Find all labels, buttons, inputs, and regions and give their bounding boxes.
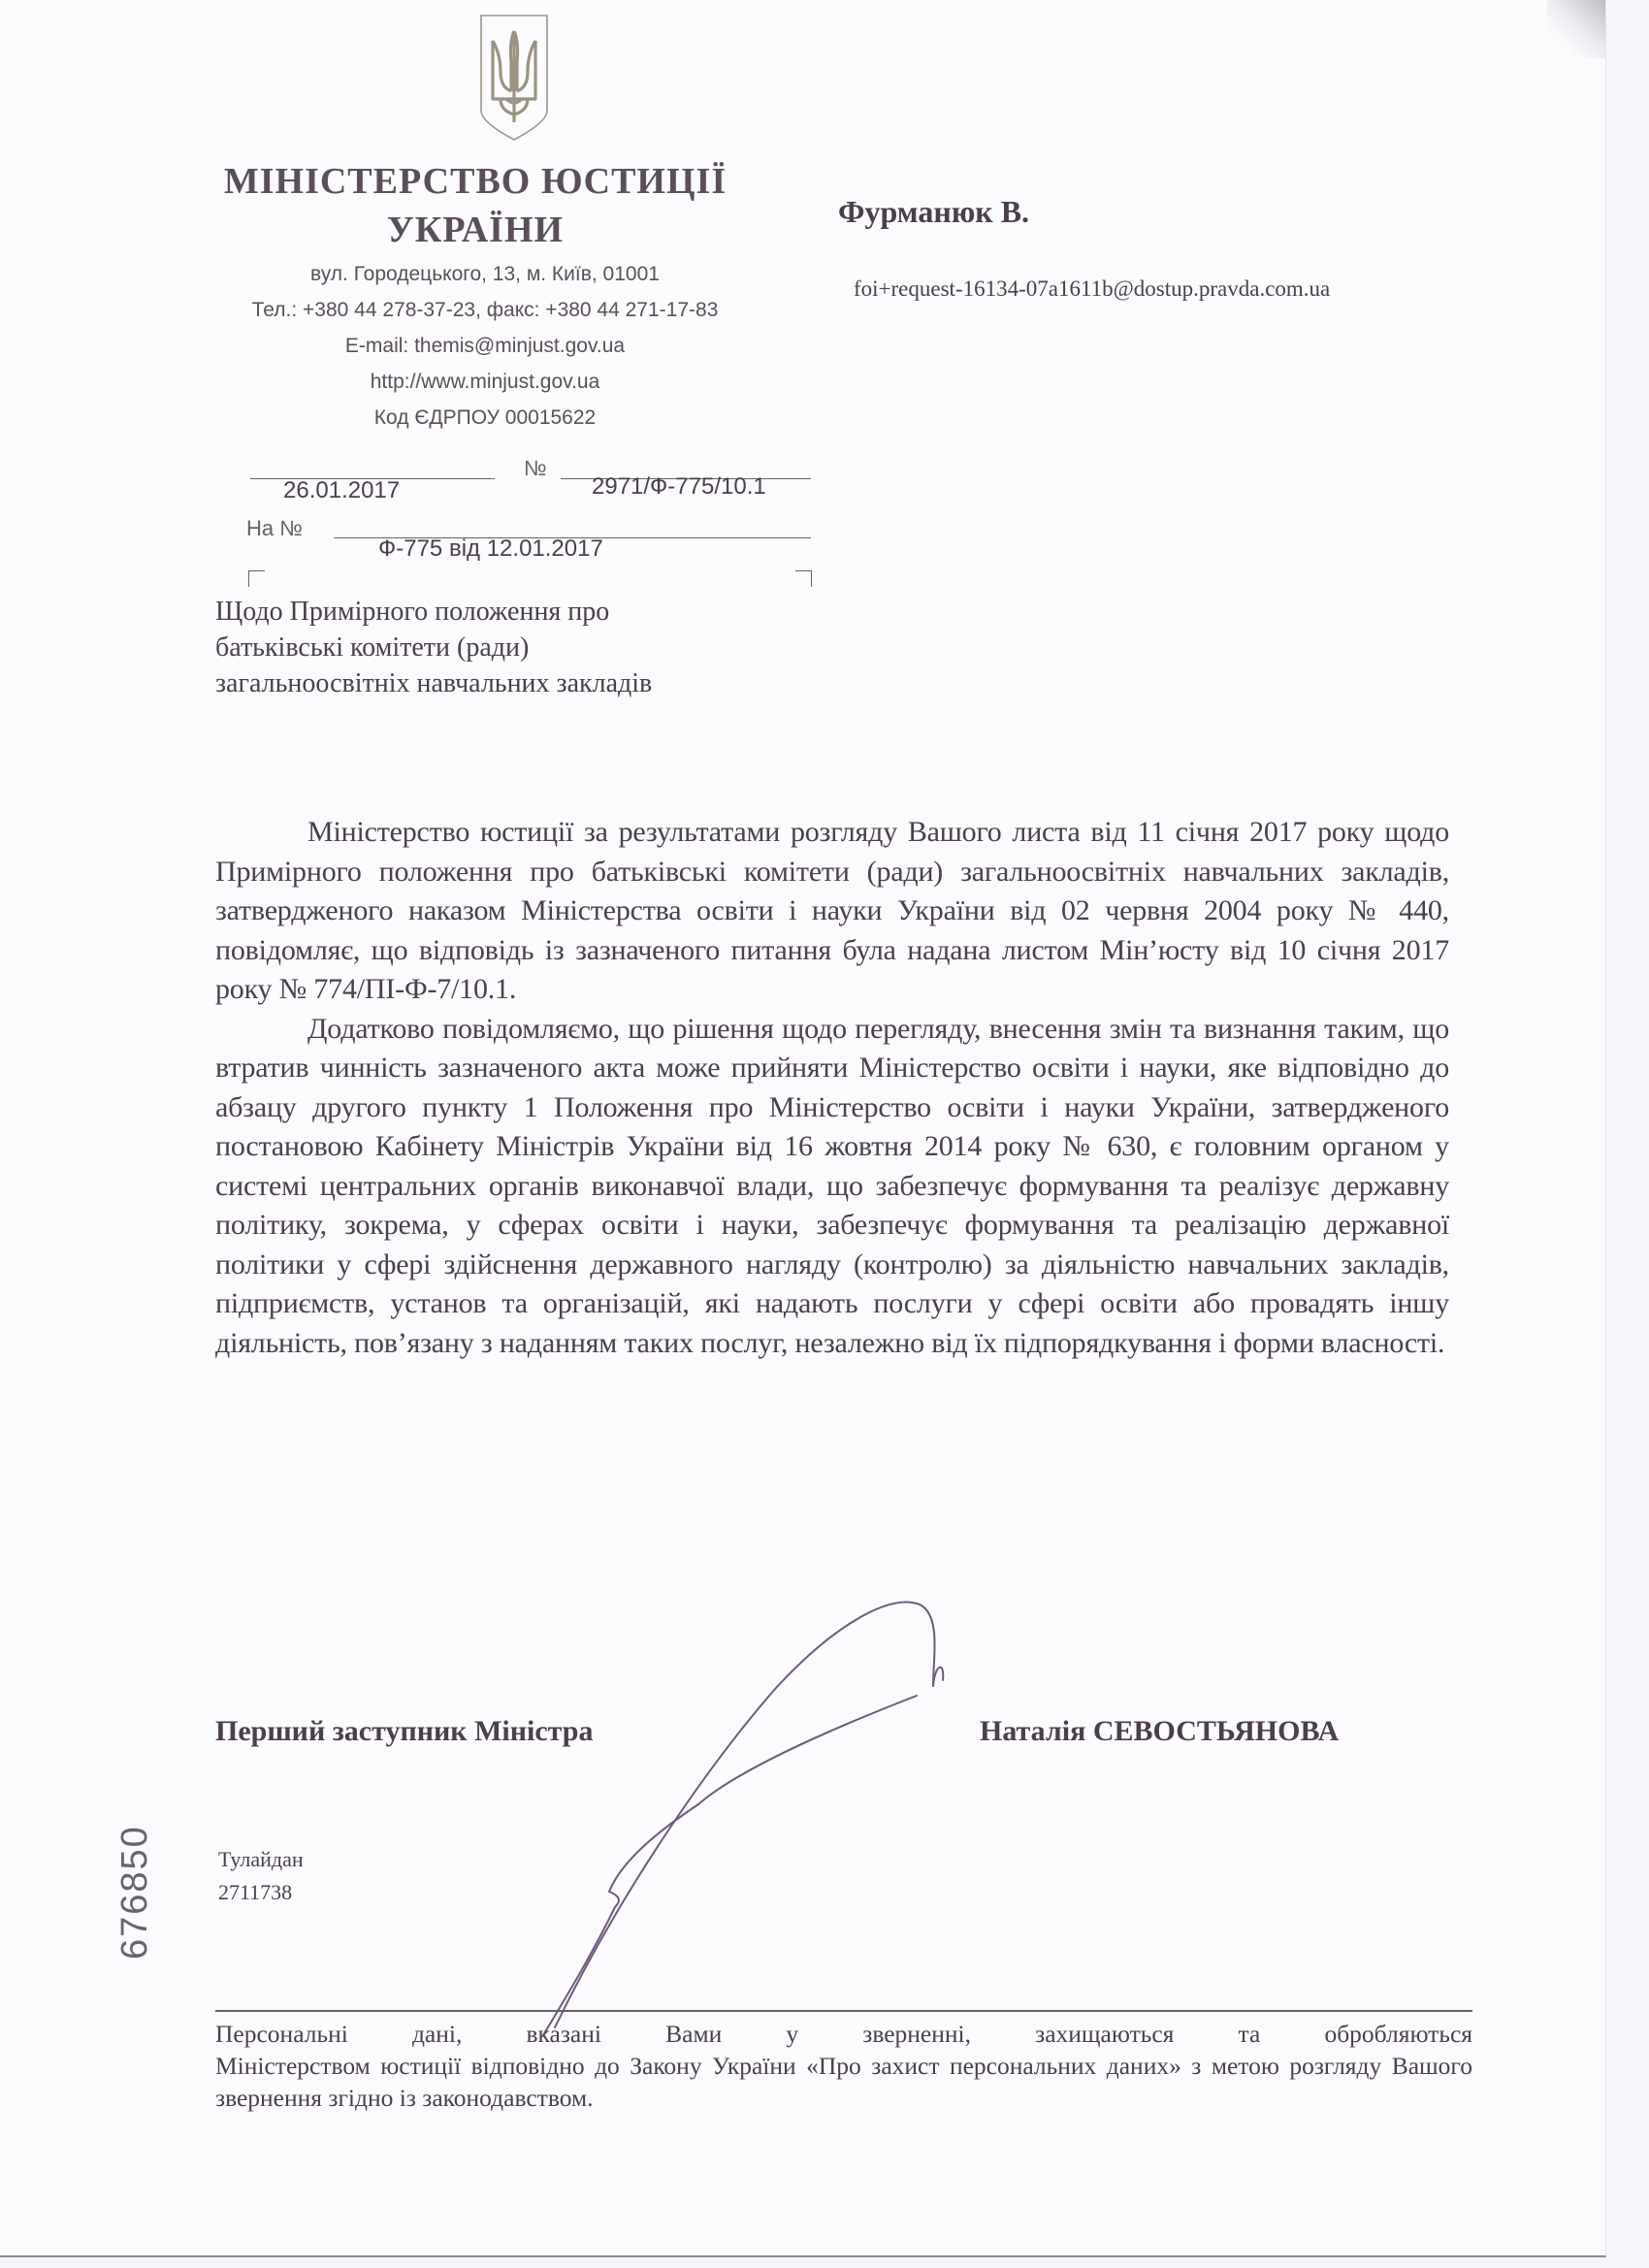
ministry-name-line2: УКРАЇНИ [386,210,565,250]
personal-data-notice-line1: Персональні дані, вказані Вами у зверненні, захищаються та обробляються [215,2020,1472,2048]
ministry-name [213,157,737,254]
scan-corner-shadow [1547,0,1605,58]
body-paragraph: Додатково повідомляємо, що рішення щодо перегляду, внесення змін та визнання таким, що втратив чинність зазначеного акта може прийняти Міністерство освіти і науки, яке відповідно до абзацу другого пункту 1 Положення про Міністерство освіти і науки України, затвердженого постановою Кабінету Міністрів України від 16 жовтня 2014 року № 630, є головним органом у системі центральних органів виконавчої влади, що забезпечує формування та реалізує державну політику, зокрема, у сферах освіти і науки, забезпечує формування та реалізацію державної політики у сфері здійснення державного нагляду (контролю) за діяльністю навчальних закладів, підприємств, установ та організацій, які надають послуги у сфері освіти або провадять іншу діяльність, пов’язану з наданням таких послуг, незалежно від їх підпорядкування і форми власності. [215,1012,1449,1359]
signatory-title: Перший заступник Міністра [215,1715,594,1747]
footer-divider [215,2010,1472,2012]
ministry-name-line1: МІНІСТЕРСТВО ЮСТИЦІЇ [223,161,728,202]
body-paragraph: Міністерство юстиції за результатами розгляду Вашого листа від 11 січня 2017 року щодо Примірного положення про батьківські комітети (ради) загальноосвітніх навчальних закладів, затвердженого наказом Міністерства освіти і науки України від 02 червня 2004 року № 440, повідомляє, що відповідь із зазначеного питання була надана листом Мін’юсту від 10 січня 2017 року № 774/ПІ-Ф-7/10.1. [215,816,1449,1005]
ministry-phone-fax: Тел.: +380 44 278-37-23, факс: +380 44 271-17-83 [251,299,719,321]
letter-subject: Щодо Примірного положення про батьківські комітети (ради) загальноосвітніх навчальних закладів [215,597,653,698]
reply-to-reference: Ф-775 від 12.01.2017 [378,535,603,562]
subject-bracket-right [795,570,812,587]
letter-body [215,813,1449,1363]
executor-name: Тулайдан [218,1847,304,1871]
ministry-address: вул. Городецького, 13, м. Київ, 01001 [310,263,660,285]
ministry-website[interactable]: http://www.minjust.gov.ua [370,371,600,393]
ukraine-trident-icon [479,14,549,142]
ministry-edrpou: Код ЄДРПОУ 00015622 [373,406,597,429]
registration-stamp-number: 676850 [114,1825,155,1960]
letterhead-contacts [213,256,757,436]
letter-number: 2971/Ф-775/10.1 [592,473,766,500]
letter-date: 26.01.2017 [283,477,401,503]
handwritten-signature-icon [485,1571,1067,2037]
ministry-email[interactable]: E-mail: themis@minjust.gov.ua [344,335,626,357]
personal-data-notice [215,2018,1472,2114]
reply-to-label: На № [246,516,303,540]
executor-phone: 2711738 [218,1880,293,1904]
signatory-name: Наталія СЕВОСТЬЯНОВА [980,1715,1340,1747]
personal-data-notice-rest: Міністерством юстиції відповідно до Закону України «Про захист персональних даних» з метою розгляду Вашого звернення згідно із законодавством. [215,2052,1472,2112]
subject-bracket-left [248,570,265,587]
addressee-name: Фурманюк В. [838,194,1030,229]
executor-info [218,1843,304,1909]
number-label: № [524,456,547,480]
addressee-email[interactable]: foi+request-16134-07a1611b@dostup.pravda.com.ua [854,276,1331,301]
